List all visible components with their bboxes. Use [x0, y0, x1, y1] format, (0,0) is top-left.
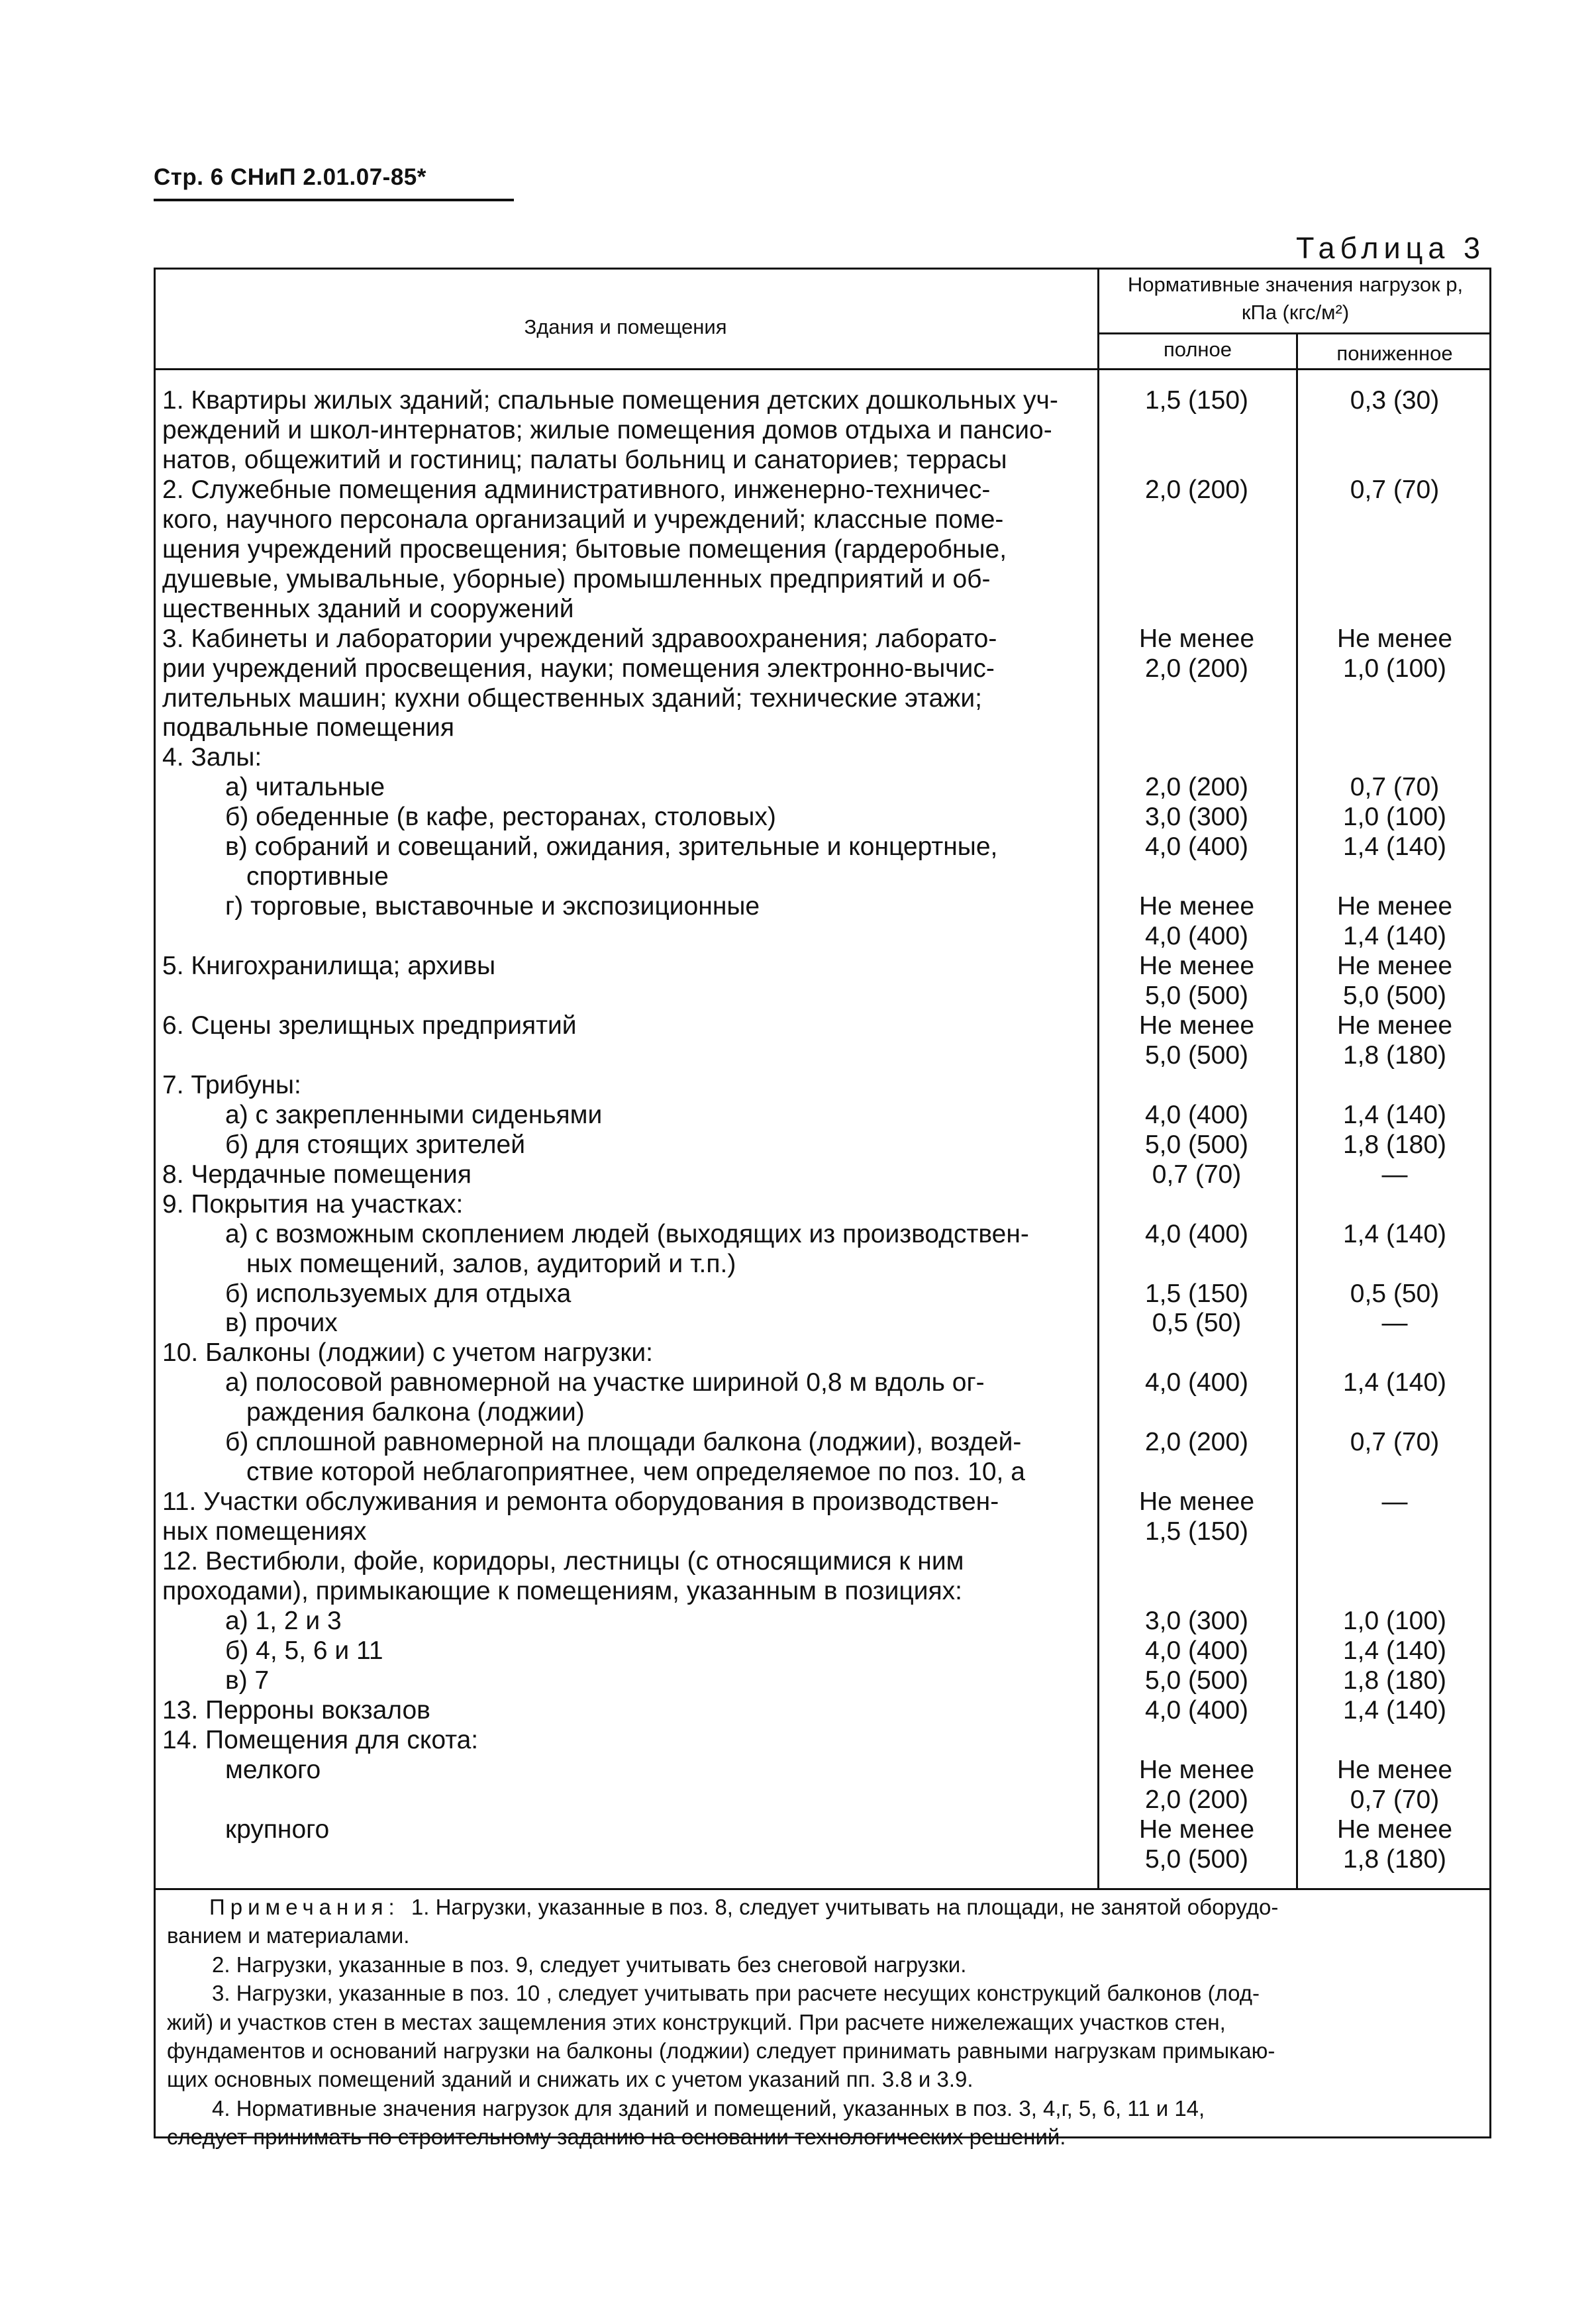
row-description: в) собраний и совещаний, ожидания, зрительные и концертные, [225, 832, 998, 862]
row-value-full: 5,0 (500) [1144, 1130, 1249, 1159]
row-value-reduced: Не менее [1336, 1755, 1453, 1784]
table-row [0, 535, 1596, 564]
row-description: подвальные помещения [162, 713, 454, 742]
table-row [0, 773, 1596, 802]
row-value-reduced: 1,8 (180) [1342, 1666, 1447, 1695]
row-description: 7. Трибуны: [162, 1070, 301, 1099]
note-line [167, 2009, 1226, 2036]
row-value-reduced: 1,4 (140) [1342, 1695, 1447, 1725]
row-description: 5. Книгохранилища; архивы [162, 952, 496, 981]
row-value-reduced: Не менее [1336, 624, 1453, 653]
row-value-reduced: Не менее [1336, 892, 1453, 921]
note-text: следует принимать по строительному заданию на основании технологических решений. [167, 2125, 1066, 2150]
row-value-full: 2,0 (200) [1144, 654, 1249, 683]
table-label: Таблица 3 [1296, 231, 1485, 265]
row-value-reduced: 0,7 (70) [1350, 1785, 1440, 1814]
row-description: 4. Залы: [162, 743, 262, 772]
table-row [0, 1041, 1596, 1070]
row-value-full: Не менее [1138, 1011, 1255, 1040]
row-description: мелкого [225, 1755, 321, 1784]
row-value-full: Не менее [1138, 1487, 1255, 1517]
row-value-reduced: Не менее [1336, 952, 1453, 981]
table-row [0, 1220, 1596, 1249]
row-description: б) для стоящих зрителей [225, 1130, 525, 1159]
table-row [0, 1190, 1596, 1219]
row-value-reduced: 1,4 (140) [1342, 1636, 1447, 1665]
note-text: 4. Нормативные значения нагрузок для зданий и помещений, указанных в поз. 3, 4,г, 5, 6, 11 и 14, [212, 2095, 1205, 2121]
row-description: 2. Служебные помещения административного, инженерно-техничес- [162, 475, 991, 504]
note-text: 3. Нагрузки, указанные в поз. 10 , следует учитывать при расчете несущих конструкций балконов (лод- [212, 1981, 1260, 2006]
table-row [0, 981, 1596, 1011]
row-description: 13. Перроны вокзалов [162, 1695, 430, 1725]
row-value-reduced: 5,0 (500) [1342, 981, 1447, 1010]
note-line [212, 2095, 1205, 2123]
row-description: душевые, умывальные, уборные) промышленных предприятий и об- [162, 564, 991, 593]
row-description: а) с возможным скоплением людей (выходящих из производствен- [225, 1219, 1029, 1248]
table-row [0, 892, 1596, 921]
table-row [0, 1428, 1596, 1457]
row-value-full: Не менее [1138, 952, 1255, 981]
column-header-reduced: пониженное [1336, 342, 1453, 365]
table-row [0, 1636, 1596, 1666]
table-row [0, 684, 1596, 713]
row-value-reduced: 1,4 (140) [1342, 1219, 1447, 1248]
table-row [0, 1487, 1596, 1517]
row-value-full: 2,0 (200) [1144, 475, 1249, 504]
row-value-reduced: Не менее [1336, 1815, 1453, 1844]
row-description: натов, общежитий и гостиниц; палаты больниц и санаториев; террасы [162, 445, 1007, 474]
header-underline [154, 199, 514, 201]
row-value-full: 4,0 (400) [1144, 832, 1249, 862]
row-value-full: 5,0 (500) [1144, 1844, 1249, 1874]
row-description: 1. Квартиры жилых зданий; спальные помещения детских дошкольных уч- [162, 386, 1058, 415]
table-row [0, 1398, 1596, 1427]
header-bottom-line [154, 368, 1491, 370]
row-value-reduced: — [1381, 1160, 1408, 1189]
table-row [0, 1696, 1596, 1725]
row-description: б) обеденные (в кафе, ресторанах, столовых) [225, 803, 776, 832]
row-description: б) используемых для отдыха [225, 1279, 572, 1308]
row-value-reduced: 0,7 (70) [1350, 1428, 1440, 1457]
row-value-reduced: 1,0 (100) [1342, 803, 1447, 832]
row-value-reduced: 1,4 (140) [1342, 832, 1447, 862]
row-value-full: Не менее [1138, 1815, 1255, 1844]
table-row [0, 1160, 1596, 1189]
row-value-full: 3,0 (300) [1144, 803, 1249, 832]
note-text: жий) и участков стен в местах защемления этих конструкций. При расчете нижележащих участков стен, [167, 2009, 1226, 2034]
row-value-full: Не менее [1138, 892, 1255, 921]
table-row [0, 1845, 1596, 1874]
row-value-reduced: Не менее [1336, 1011, 1453, 1040]
row-value-reduced: — [1381, 1309, 1408, 1338]
row-description: ных помещениях [162, 1517, 367, 1546]
note-line [167, 2037, 1275, 2065]
row-value-full: 4,0 (400) [1144, 1695, 1249, 1725]
table-row [0, 1309, 1596, 1338]
table-row [0, 625, 1596, 654]
row-value-full: 1,5 (150) [1144, 386, 1249, 415]
row-value-full: 2,0 (200) [1144, 1428, 1249, 1457]
row-description: кого, научного персонала организаций и учреждений; классные поме- [162, 505, 1004, 534]
note-text: фундаментов и оснований нагрузки на балконы (лоджии) следует принимать равными нагрузкам примыкаю- [167, 2038, 1275, 2063]
table-row [0, 862, 1596, 891]
table-row [0, 1338, 1596, 1368]
row-value-full: 4,0 (400) [1144, 1219, 1249, 1248]
row-description: 9. Покрытия на участках: [162, 1189, 464, 1219]
row-description: 6. Сцены зрелищных предприятий [162, 1011, 577, 1040]
row-value-full: 5,0 (500) [1144, 1040, 1249, 1070]
table-row [0, 1666, 1596, 1695]
header-subdivider [1097, 332, 1491, 334]
table-row [0, 1815, 1596, 1844]
row-value-reduced: 1,4 (140) [1342, 1368, 1447, 1397]
note-line [167, 1922, 409, 1950]
table-row [0, 565, 1596, 594]
row-value-full: 1,5 (150) [1144, 1279, 1249, 1308]
table-row [0, 595, 1596, 624]
row-description: а) полосовой равномерной на участке шириной 0,8 м вдоль ог- [225, 1368, 985, 1397]
row-description: в) 7 [225, 1666, 270, 1695]
table-row [0, 446, 1596, 475]
row-value-full: Не менее [1138, 624, 1255, 653]
row-value-reduced: 1,0 (100) [1342, 654, 1447, 683]
row-value-full: 0,7 (70) [1152, 1160, 1242, 1189]
note-text: щих основных помещений зданий и снижать их с учетом указаний пп. 3.8 и 3.9. [167, 2067, 973, 2092]
row-description: лительных машин; кухни общественных зданий; технические этажи; [162, 683, 983, 713]
table-row [0, 654, 1596, 683]
row-value-reduced: 0,7 (70) [1350, 773, 1440, 802]
table-row [0, 1785, 1596, 1815]
table-row [0, 1726, 1596, 1755]
note-line [212, 1951, 966, 1979]
row-value-full: 5,0 (500) [1144, 1666, 1249, 1695]
table-row [0, 922, 1596, 951]
row-value-reduced: 0,3 (30) [1350, 386, 1440, 415]
row-value-reduced: 1,0 (100) [1342, 1606, 1447, 1635]
row-description: ствие которой неблагоприятнее, чем определяемое по поз. 10, а [246, 1458, 1025, 1487]
table-row [0, 1577, 1596, 1606]
row-value-full: 2,0 (200) [1144, 773, 1249, 802]
row-description: б) 4, 5, 6 и 11 [225, 1636, 383, 1665]
table-row [0, 1517, 1596, 1546]
note-line [167, 2066, 973, 2093]
row-description: щественных зданий и сооружений [162, 594, 574, 623]
table-row [0, 1458, 1596, 1487]
column-header-full: полное [1163, 338, 1232, 361]
note-line [167, 2123, 1066, 2151]
row-value-full: 0,5 (50) [1152, 1309, 1242, 1338]
row-description: крупного [225, 1815, 330, 1844]
row-value-reduced: 1,4 (140) [1342, 1100, 1447, 1129]
row-value-full: 4,0 (400) [1144, 922, 1249, 951]
table-row [0, 1101, 1596, 1130]
table-row [0, 1607, 1596, 1636]
row-value-reduced: 0,7 (70) [1350, 475, 1440, 504]
table-row [0, 416, 1596, 445]
page-header: Стр. 6 СНиП 2.01.07-85* [154, 164, 426, 190]
table-row [0, 832, 1596, 862]
row-description: а) 1, 2 и 3 [225, 1606, 342, 1635]
row-description: спортивные [246, 862, 389, 891]
table-row [0, 1130, 1596, 1160]
row-description: реждений и школ-интернатов; жилые помещения домов отдыха и пансио- [162, 415, 1052, 444]
row-value-full: 1,5 (150) [1144, 1517, 1249, 1546]
row-value-full: Не менее [1138, 1755, 1255, 1784]
row-value-full: 4,0 (400) [1144, 1636, 1249, 1665]
row-description: 12. Вестибюли, фойе, коридоры, лестницы (с относящимися к ним [162, 1547, 964, 1576]
table-row [0, 1368, 1596, 1397]
row-value-full: 4,0 (400) [1144, 1368, 1249, 1397]
table-row [0, 743, 1596, 772]
row-description: рии учреждений просвещения, науки; помещения электронно-вычис- [162, 654, 995, 683]
column-header-units: кПа (кгс/м²) [1241, 301, 1350, 324]
row-description: 8. Чердачные помещения [162, 1160, 472, 1189]
row-description: 11. Участки обслуживания и ремонта оборудования в производствен- [162, 1487, 999, 1517]
note-text: ванием и материалами. [167, 1923, 410, 1948]
row-value-full: 5,0 (500) [1144, 981, 1249, 1010]
row-description: 10. Балконы (лоджии) с учетом нагрузки: [162, 1338, 654, 1368]
row-value-reduced: — [1381, 1487, 1408, 1517]
row-description: 3. Кабинеты и лаборатории учреждений здравоохранения; лаборато- [162, 624, 997, 653]
table-row [0, 476, 1596, 505]
note-line [209, 1893, 1278, 1921]
note-text: 1. Нагрузки, указанные в поз. 8, следует учитывать на площади, не занятой оборудо- [411, 1895, 1279, 1919]
row-value-full: 2,0 (200) [1144, 1785, 1249, 1814]
row-description: ных помещений, залов, аудиторий и т.п.) [246, 1249, 736, 1278]
row-description: а) читальные [225, 773, 385, 802]
row-value-reduced: 1,8 (180) [1342, 1844, 1447, 1874]
row-description: 14. Помещения для скота: [162, 1725, 479, 1754]
row-value-full: 3,0 (300) [1144, 1606, 1249, 1635]
table-row [0, 505, 1596, 534]
row-value-reduced: 1,4 (140) [1342, 922, 1447, 951]
row-description: г) торговые, выставочные и экспозиционные [225, 892, 760, 921]
table-row [0, 803, 1596, 832]
row-value-reduced: 1,8 (180) [1342, 1130, 1447, 1159]
column-header-loads: Нормативные значения нагрузок p, [1127, 273, 1464, 296]
table-row [0, 1011, 1596, 1040]
note-line [212, 1979, 1260, 2007]
row-description: а) с закрепленными сиденьями [225, 1100, 603, 1129]
row-value-reduced: 0,5 (50) [1350, 1279, 1440, 1308]
table-body-bottom-line [154, 1888, 1491, 1890]
table-row [0, 952, 1596, 981]
table-row [0, 713, 1596, 742]
row-description: проходами), примыкающие к помещениям, указанным в позициях: [162, 1577, 962, 1605]
column-header-buildings: Здания и помещения [524, 315, 727, 338]
table-row [0, 1756, 1596, 1785]
notes-label: Примечания: [209, 1895, 411, 1919]
table-row [0, 386, 1596, 415]
row-description: б) сплошной равномерной на площади балкона (лоджии), воздей- [225, 1428, 1022, 1457]
row-description: в) прочих [225, 1309, 338, 1338]
row-description: щения учреждений просвещения; бытовые помещения (гардеробные, [162, 534, 1007, 564]
row-description: раждения балкона (лоджии) [246, 1398, 585, 1427]
row-value-reduced: 1,8 (180) [1342, 1040, 1447, 1070]
note-text: 2. Нагрузки, указанные в поз. 9, следует учитывать без снеговой нагрузки. [212, 1952, 967, 1977]
row-value-full: 4,0 (400) [1144, 1100, 1249, 1129]
table-row [0, 1071, 1596, 1100]
table-row [0, 1279, 1596, 1309]
table-row [0, 1250, 1596, 1279]
table-row [0, 1547, 1596, 1576]
